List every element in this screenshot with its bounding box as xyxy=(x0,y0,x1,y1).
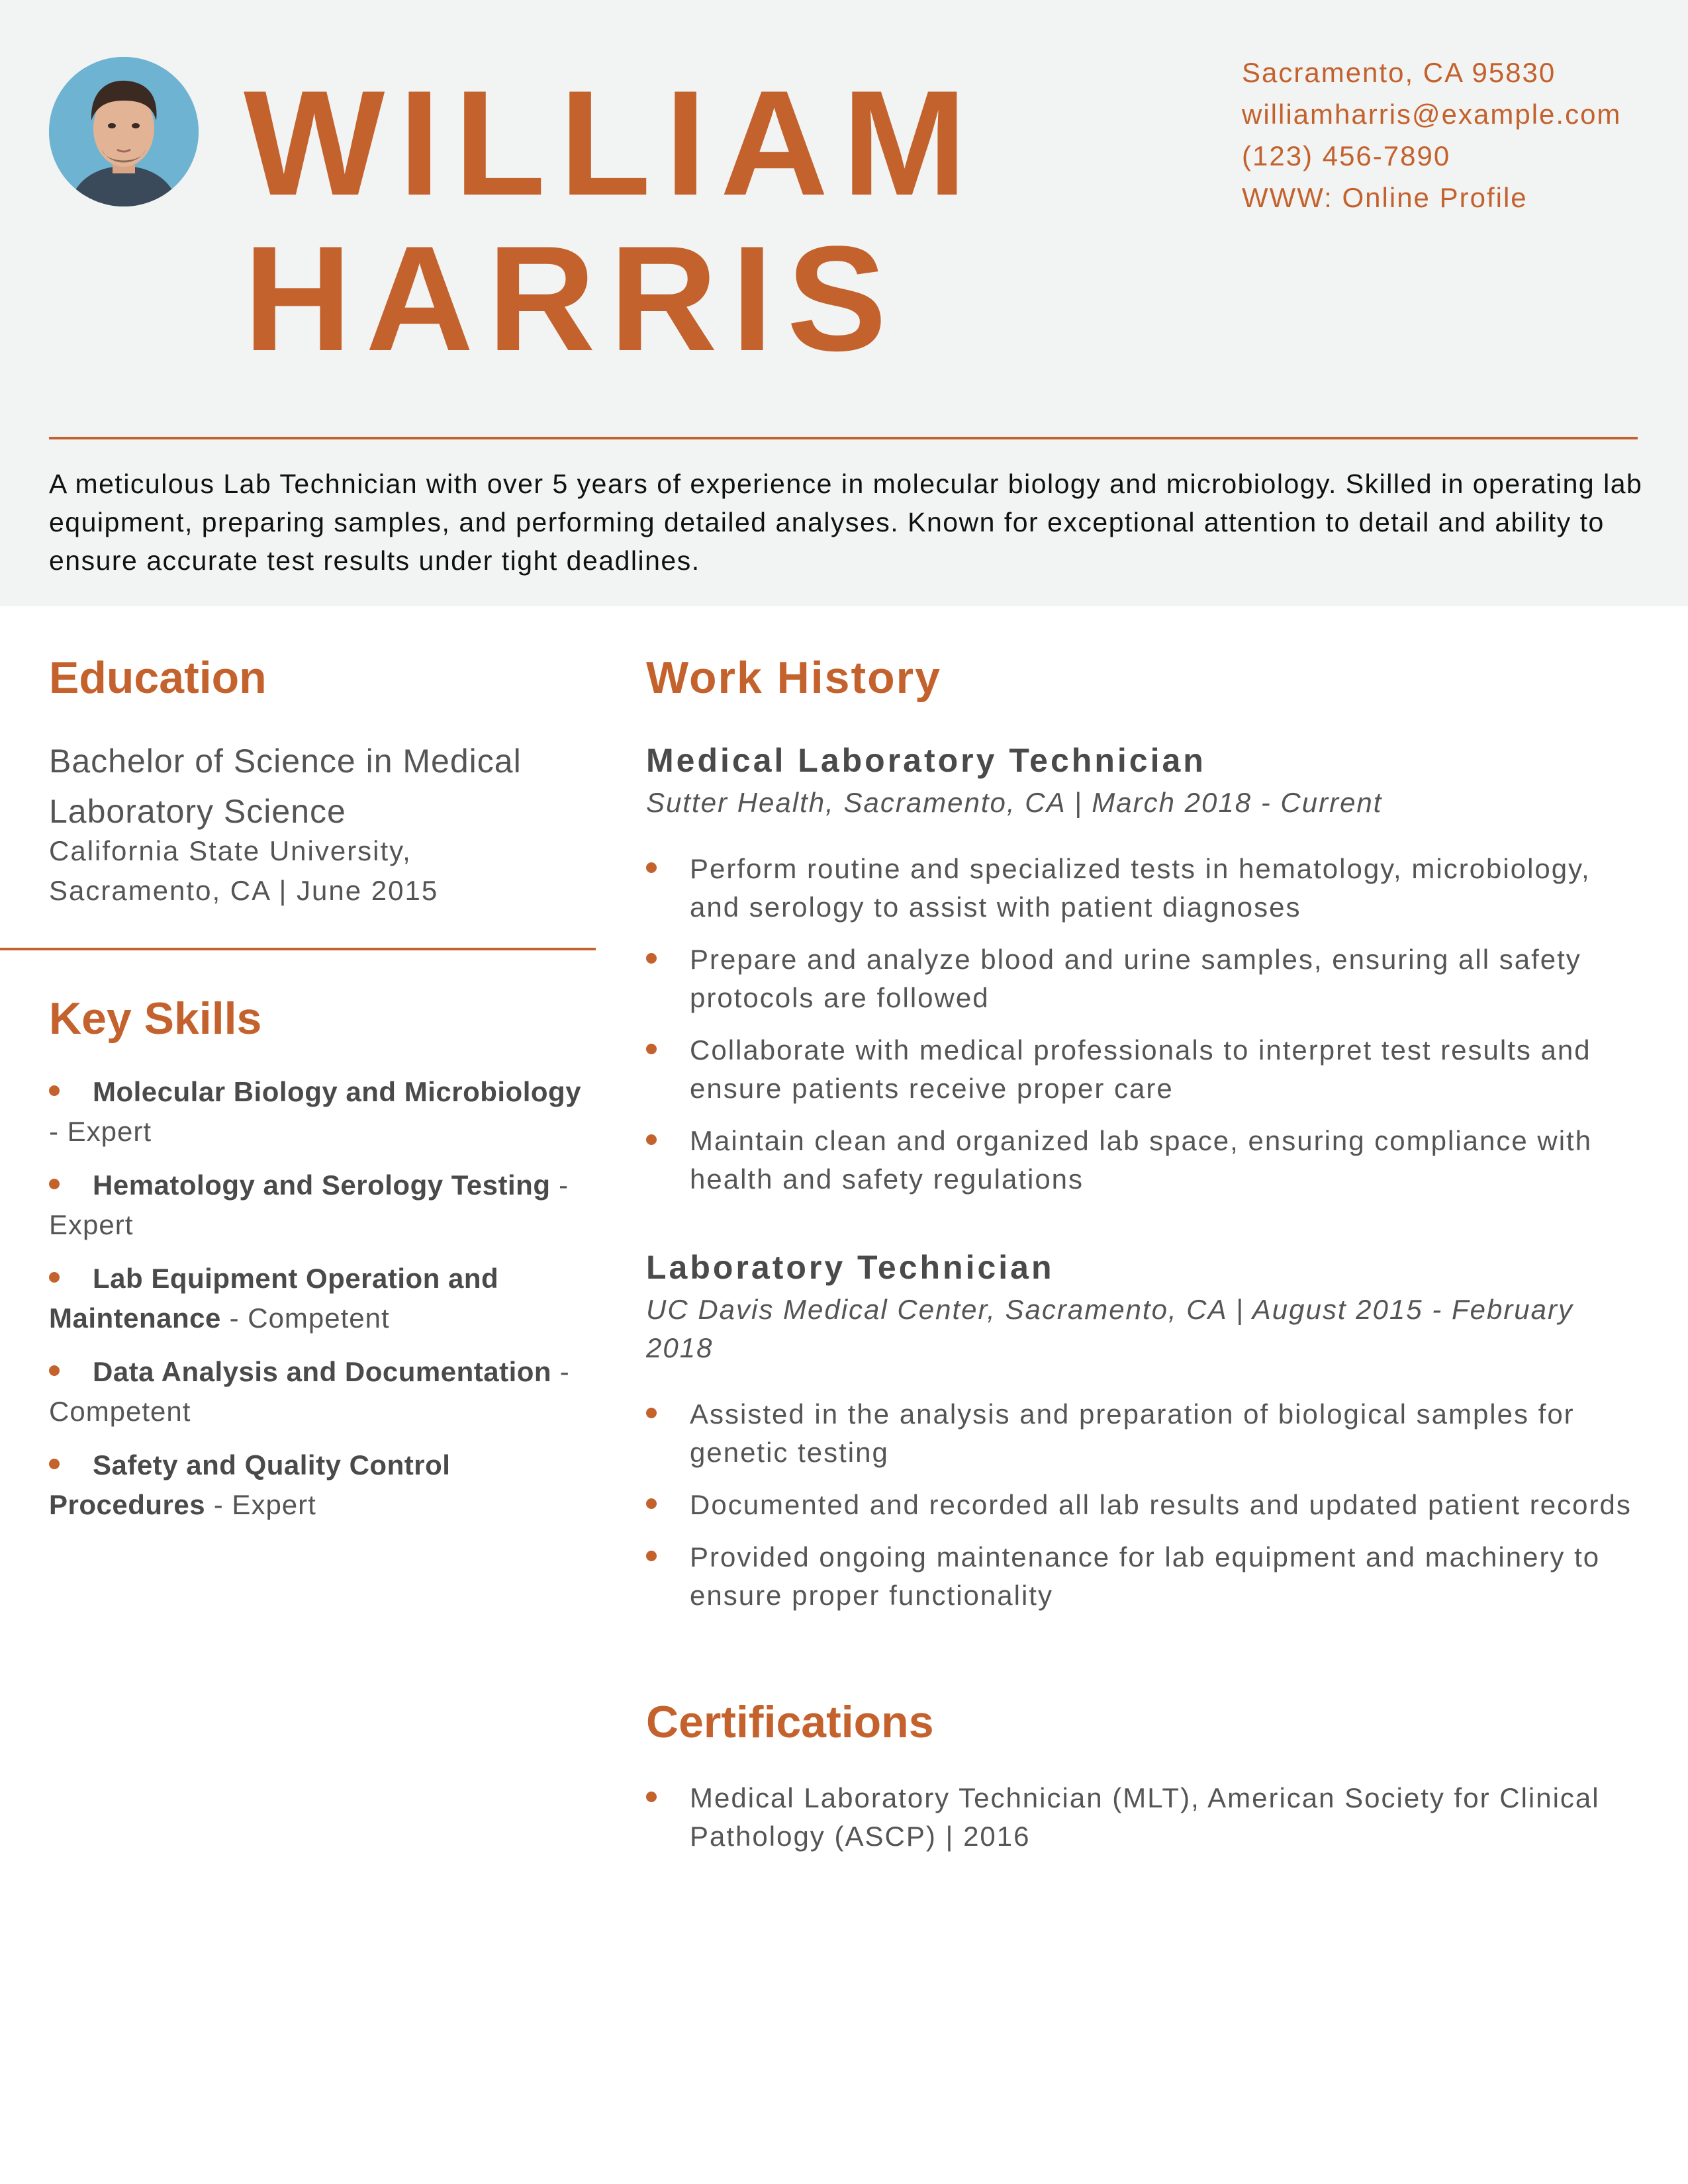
skill-name: Data Analysis and Documentation xyxy=(93,1356,552,1387)
job-bullet-text: Perform routine and specialized tests in hematology, microbiology, and serology to assist with patient diagnoses xyxy=(690,853,1591,923)
bullet-icon xyxy=(646,1498,657,1509)
bullet-icon xyxy=(49,1085,60,1096)
bullet-icon xyxy=(646,953,657,964)
bullet-icon xyxy=(646,1408,657,1418)
contact-location: Sacramento, CA 95830 xyxy=(1242,57,1556,88)
skill-name: Hematology and Serology Testing xyxy=(93,1169,551,1201)
job-bullet xyxy=(646,850,1639,927)
education-degree: Bachelor of Science in Medical Laboratory Science xyxy=(49,743,522,830)
bullet-icon xyxy=(646,1044,657,1054)
bullet-icon xyxy=(49,1365,60,1376)
skill-name: Molecular Biology and Microbiology xyxy=(93,1076,582,1107)
first-name: WILLIAM xyxy=(244,59,981,226)
bullet-icon xyxy=(646,1134,657,1145)
bullet-icon xyxy=(646,1792,657,1802)
job-title: Medical Laboratory Technician xyxy=(646,742,1206,779)
contact-info xyxy=(1242,52,1621,218)
skill-level: - Expert xyxy=(49,1169,569,1240)
job-bullet xyxy=(646,1486,1639,1524)
job-bullet xyxy=(646,1538,1639,1615)
skill-item xyxy=(49,1165,598,1245)
bullet-icon xyxy=(49,1272,60,1283)
summary-text: A meticulous Lab Technician with over 5 years of experience in molecular biology and microbiology. Skilled in operating lab equipment, preparing samples, and performing detailed analyses. Known for exceptional attention to detail and ability to ensure accurate test results under tight deadlines. xyxy=(49,469,1643,576)
work-history-title: Work History xyxy=(646,653,941,703)
skill-level: - Expert xyxy=(49,1116,152,1147)
last-name: HARRIS xyxy=(244,214,901,382)
skills-title: Key Skills xyxy=(49,993,262,1044)
skills-list xyxy=(49,1072,598,1539)
skill-name: Safety and Quality Control Procedures xyxy=(49,1449,451,1520)
job-bullet-text: Assisted in the analysis and preparation of biological samples for genetic testing xyxy=(690,1398,1575,1468)
skill-item xyxy=(49,1259,598,1338)
certifications-list xyxy=(646,1779,1639,1870)
job-bullet-text: Maintain clean and organized lab space, ensuring compliance with health and safety regulations xyxy=(690,1125,1593,1195)
bullet-icon xyxy=(646,862,657,873)
contact-phone[interactable]: (123) 456-7890 xyxy=(1242,140,1451,171)
education-divider xyxy=(0,948,596,950)
avatar xyxy=(49,57,199,206)
job-bullet xyxy=(646,1031,1639,1108)
certifications-title: Certifications xyxy=(646,1697,934,1747)
job-bullet-text: Documented and recorded all lab results and updated patient records xyxy=(690,1489,1632,1520)
education-title: Education xyxy=(49,653,267,703)
contact-website[interactable]: WWW: Online Profile xyxy=(1242,182,1528,213)
certification-text: Medical Laboratory Technician (MLT), American Society for Clinical Pathology (ASCP) | 2016 xyxy=(690,1782,1600,1852)
contact-email[interactable]: williamharris@example.com xyxy=(1242,99,1622,130)
header-divider xyxy=(49,437,1638,439)
skill-item xyxy=(49,1445,598,1525)
job-bullet-text: Prepare and analyze blood and urine samples, ensuring all safety protocols are followed xyxy=(690,944,1581,1013)
education-school xyxy=(49,831,598,911)
job-bullet-text: Provided ongoing maintenance for lab equipment and machinery to ensure proper functionality xyxy=(690,1541,1601,1611)
bullet-icon xyxy=(49,1179,60,1189)
skill-item xyxy=(49,1072,598,1152)
bullet-icon xyxy=(49,1459,60,1469)
job-bullets xyxy=(646,850,1639,1212)
profile-photo-icon xyxy=(49,57,199,206)
skill-level: - Competent xyxy=(49,1356,570,1427)
job-bullet xyxy=(646,940,1639,1017)
job-bullet-text: Collaborate with medical professionals to interpret test results and ensure patients receive proper care xyxy=(690,1034,1591,1104)
education-school-name: California State University, xyxy=(49,835,412,866)
job-meta: UC Davis Medical Center, Sacramento, CA | August 2015 - February 2018 xyxy=(646,1294,1574,1363)
certification-item xyxy=(646,1779,1639,1856)
job-bullet xyxy=(646,1395,1639,1472)
job-title: Laboratory Technician xyxy=(646,1249,1055,1286)
job-bullets xyxy=(646,1395,1639,1629)
skill-level: - Competent xyxy=(229,1302,390,1334)
skill-level: - Expert xyxy=(213,1489,316,1520)
bullet-icon xyxy=(646,1551,657,1561)
education-school-details: Sacramento, CA | June 2015 xyxy=(49,875,439,906)
skill-name: Lab Equipment Operation and Maintenance xyxy=(49,1263,499,1334)
job-bullet xyxy=(646,1122,1639,1199)
skill-item xyxy=(49,1352,598,1432)
job-meta: Sutter Health, Sacramento, CA | March 2018 - Current xyxy=(646,787,1383,818)
